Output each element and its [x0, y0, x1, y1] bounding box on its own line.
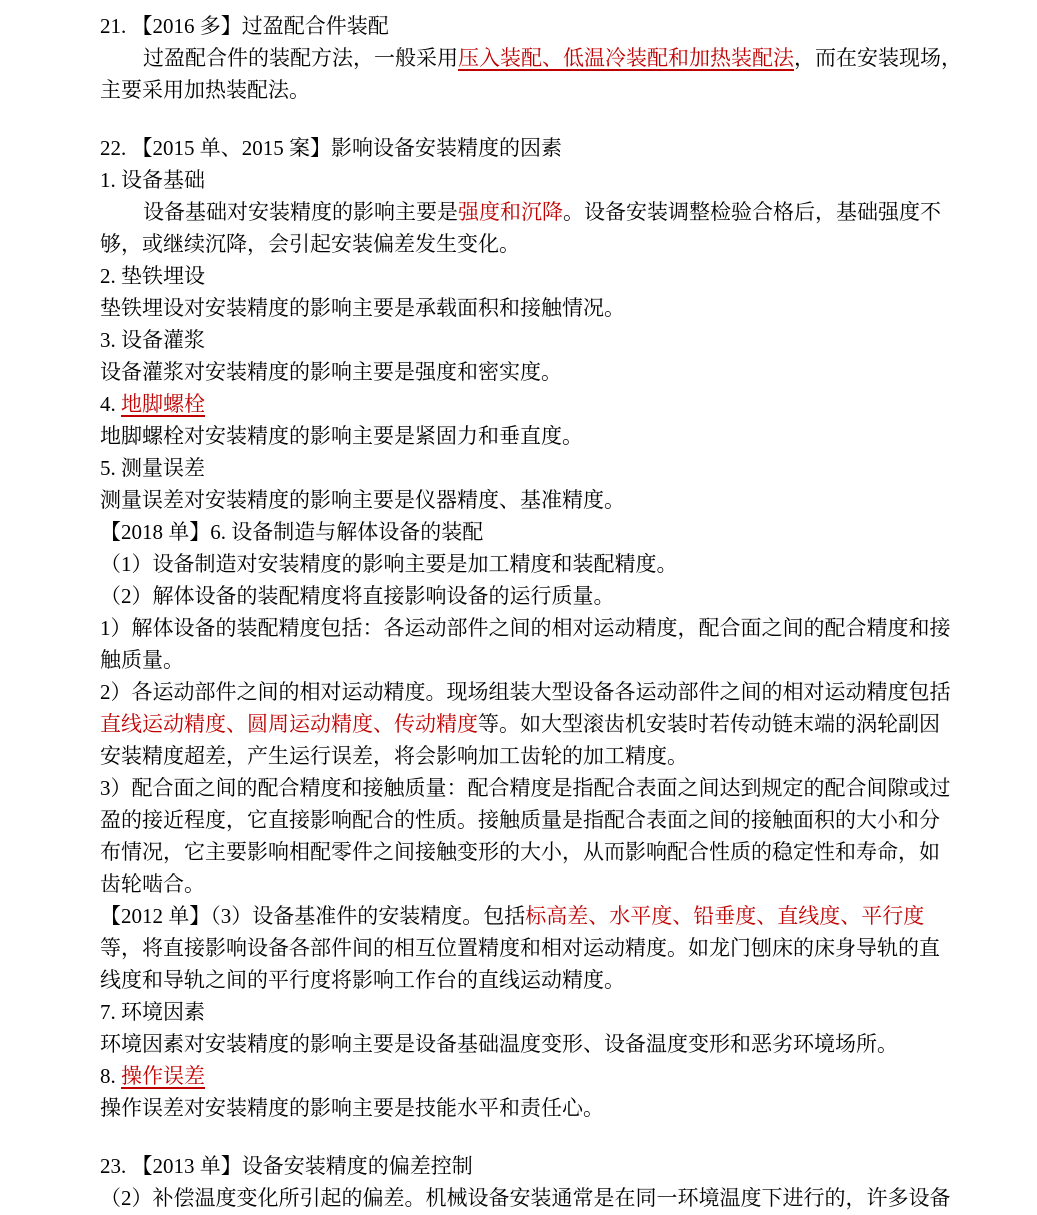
- factor7-body: [100, 1028, 957, 1060]
- text-run: 【2018 单】6. 设备制造与解体设备的装配: [100, 520, 484, 544]
- factor5-body: [100, 484, 957, 516]
- factor6-point2-line3: [100, 740, 957, 772]
- item22-heading: [100, 132, 957, 164]
- factor6-point1-line2: [100, 644, 957, 676]
- text-run: 垫铁埋设对安装精度的影响主要是承载面积和接触情况。: [100, 296, 625, 320]
- text-run: 等。如大型滚齿机安装时若传动链末端的涡轮副因: [478, 712, 940, 736]
- factor6-sub2: [100, 580, 957, 612]
- text-run: 环境因素对安装精度的影响主要是设备基础温度变形、设备温度变形和恶劣环境场所。: [100, 1032, 898, 1056]
- red-underline-text-run: 操作误差: [121, 1064, 205, 1088]
- text-run: 触质量。: [100, 648, 184, 672]
- text-run: 够，或继续沉降，会引起安装偏差发生变化。: [100, 232, 520, 256]
- factor3-body: [100, 356, 957, 388]
- red-underline-text-run: 压入装配、低温冷装配和加热装配法: [458, 46, 794, 70]
- text-run: 3. 设备灌浆: [100, 328, 205, 352]
- factor6-point2-line1: [100, 676, 957, 708]
- text-run: 1. 设备基础: [100, 168, 205, 192]
- text-run: 地脚螺栓对安装精度的影响主要是紧固力和垂直度。: [100, 424, 583, 448]
- factor1-line1: [100, 196, 957, 228]
- text-run: 4.: [100, 392, 121, 416]
- factor6-sub1: [100, 548, 957, 580]
- factor7-heading: [100, 996, 957, 1028]
- text-run: 等，将直接影响设备各部件间的相互位置精度和相对运动精度。如龙门刨床的床身导轨的直: [100, 936, 940, 960]
- factor6-point4-line2: [100, 932, 957, 964]
- factor6-point1-line1: [100, 612, 957, 644]
- text-run: 23. 【2013 单】设备安装精度的偏差控制: [100, 1154, 473, 1178]
- text-run: 3）配合面之间的配合精度和接触质量：配合精度是指配合表面之间达到规定的配合间隙或过: [100, 776, 951, 800]
- item21-heading: [100, 10, 957, 42]
- text-run: 2）各运动部件之间的相对运动精度。现场组装大型设备各运动部件之间的相对运动精度包括: [100, 680, 951, 704]
- factor4-body: [100, 420, 957, 452]
- text-run: 安装精度超差，产生运行误差，将会影响加工齿轮的加工精度。: [100, 744, 688, 768]
- factor6-point4-line1: [100, 900, 957, 932]
- spacer-1: [100, 106, 957, 132]
- text-run: 21. 【2016 多】过盈配合件装配: [100, 14, 389, 38]
- factor6-point3-line2: [100, 804, 957, 836]
- red-underline-text-run: 地脚螺栓: [121, 392, 205, 416]
- text-run: 。设备安装调整检验合格后，基础强度不: [563, 200, 941, 224]
- red-text-run: 标高差、水平度、铅垂度、直线度、平行度: [525, 904, 925, 928]
- text-run: 2. 垫铁埋设: [100, 264, 205, 288]
- factor6-point3-line3: [100, 836, 957, 868]
- text-run: 8.: [100, 1064, 121, 1088]
- factor4-heading: [100, 388, 957, 420]
- factor6-point2-line2: [100, 708, 957, 740]
- text-run: 1）解体设备的装配精度包括：各运动部件之间的相对运动精度，配合面之间的配合精度和接: [100, 616, 951, 640]
- factor5-heading: [100, 452, 957, 484]
- factor8-body: [100, 1092, 957, 1124]
- text-run: （2）解体设备的装配精度将直接影响设备的运行质量。: [100, 584, 615, 608]
- item23-para-line1: [100, 1182, 957, 1214]
- text-run: （1）设备制造对安装精度的影响主要是加工精度和装配精度。: [100, 552, 678, 576]
- spacer-2: [100, 1124, 957, 1150]
- item21-para-line2: [100, 74, 957, 106]
- factor6-heading: [100, 516, 957, 548]
- factor2-heading: [100, 260, 957, 292]
- factor1-line2: [100, 228, 957, 260]
- factor6-point4-line3: [100, 964, 957, 996]
- text-run: 设备灌浆对安装精度的影响主要是强度和密实度。: [100, 360, 562, 384]
- text-run: 线度和导轨之间的平行度将影响工作台的直线运动精度。: [100, 968, 625, 992]
- factor6-point3-line1: [100, 772, 957, 804]
- text-run: 【2012 单】（3）设备基准件的安装精度。包括: [100, 904, 526, 928]
- text-run: 过盈配合件的装配方法，一般采用: [143, 46, 458, 70]
- text-run: 22. 【2015 单、2015 案】影响设备安装精度的因素: [100, 136, 562, 160]
- text-run: 主要采用加热装配法。: [100, 78, 310, 102]
- item23-heading: [100, 1150, 957, 1182]
- text-run: 布情况，它主要影响相配零件之间接触变形的大小，从而影响配合性质的稳定性和寿命，如: [100, 840, 940, 864]
- text-run: （2）补偿温度变化所引起的偏差。机械设备安装通常是在同一环境温度下进行的，许多设备: [100, 1186, 951, 1210]
- text-run: 5. 测量误差: [100, 456, 205, 480]
- factor8-heading: [100, 1060, 957, 1092]
- text-run: 齿轮啮合。: [100, 872, 205, 896]
- item21-para-line1: [100, 42, 962, 74]
- red-text-run: 直线运动精度、圆周运动精度、传动精度: [100, 712, 478, 736]
- factor1-heading: [100, 164, 957, 196]
- text-run: 盈的接近程度，它直接影响配合的性质。接触质量是指配合表面之间的接触面积的大小和分: [100, 808, 940, 832]
- text-run: 操作误差对安装精度的影响主要是技能水平和责任心。: [100, 1096, 604, 1120]
- text-run: 设备基础对安装精度的影响主要是: [143, 200, 458, 224]
- factor2-body: [100, 292, 957, 324]
- text-run: 测量误差对安装精度的影响主要是仪器精度、基准精度。: [100, 488, 625, 512]
- text-run: ，而在安装现场，: [794, 46, 962, 70]
- text-run: 7. 环境因素: [100, 1000, 205, 1024]
- red-text-run: 强度和沉降: [458, 200, 563, 224]
- factor6-point3-line4: [100, 868, 957, 900]
- factor3-heading: [100, 324, 957, 356]
